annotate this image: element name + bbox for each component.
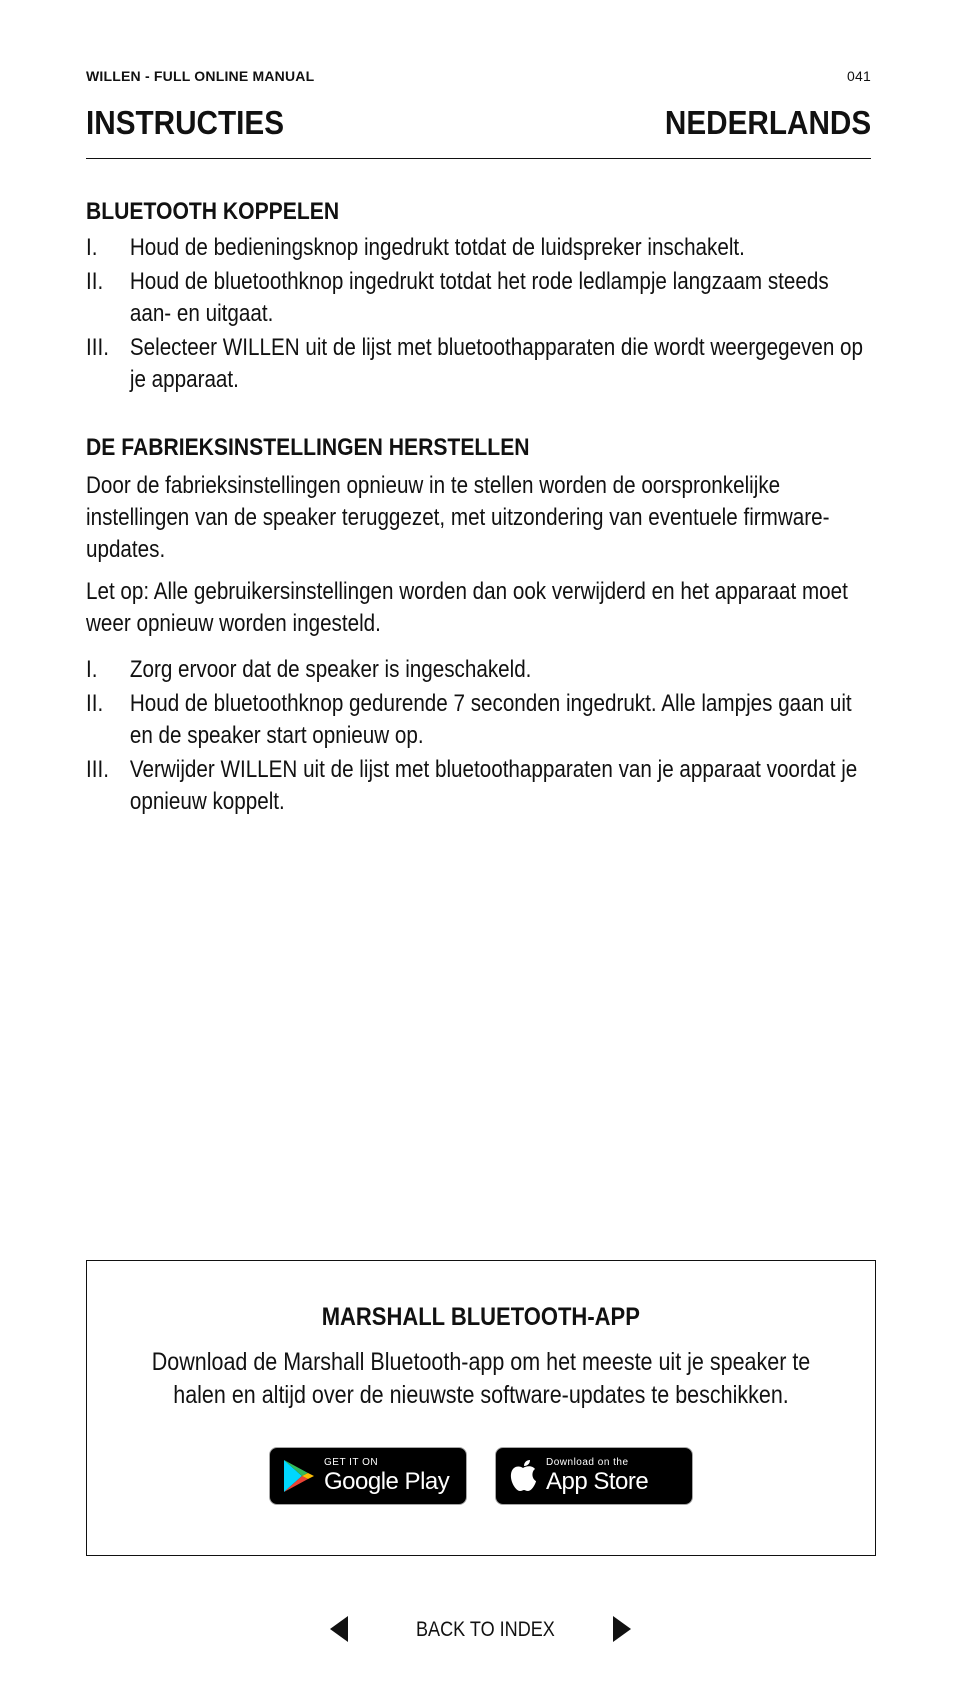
store-badges bbox=[87, 1447, 875, 1505]
bluetooth-steps-wrap bbox=[86, 232, 874, 396]
section-title: INSTRUCTIES bbox=[86, 104, 285, 141]
app-store-button[interactable] bbox=[495, 1447, 693, 1505]
reset-paragraph-2: Let op: Alle gebruikersinstellingen worden dan ook verwijderd en het apparaat moet weer opnieuw worden ingesteld. bbox=[86, 578, 848, 637]
list-item: II. Houd de bluetoothknop gedurende 7 seconden ingedrukt. Alle lampjes gaan uit en de speaker start opnieuw op. bbox=[86, 690, 852, 749]
reset-steps bbox=[86, 654, 874, 818]
language-title: NEDERLANDS bbox=[664, 104, 871, 141]
title-row bbox=[86, 106, 871, 159]
list-item: I. Houd de bedieningsknop ingedrukt totdat de luidspreker inschakelt. bbox=[86, 234, 745, 261]
app-box-body: Download de Marshall Bluetooth-app om het meeste uit je speaker te halen en altijd over de nieuwste software-updates te beschikken. bbox=[151, 1348, 811, 1409]
list-item: III. Selecteer WILLEN uit de lijst met bluetoothapparaten die wordt weergegeven op je apparaat. bbox=[86, 334, 864, 393]
app-promo-box bbox=[86, 1260, 876, 1556]
running-header bbox=[86, 68, 871, 84]
reset-heading: DE FABRIEKSINSTELLINGEN HERSTELLEN bbox=[86, 434, 530, 461]
list-item: I. Zorg ervoor dat de speaker is ingeschakeld. bbox=[86, 656, 532, 683]
bluetooth-heading: BLUETOOTH KOPPELEN bbox=[86, 198, 340, 225]
google-play-button[interactable] bbox=[269, 1447, 467, 1505]
list-item: II. Houd de bluetoothknop ingedrukt totdat het rode ledlampje langzaam steeds aan- en uitgaat. bbox=[86, 268, 829, 327]
page-number: 041 bbox=[847, 68, 871, 84]
reset-paragraph-1: Door de fabrieksinstellingen opnieuw in te stellen worden de oorspronkelijke instellingen van de speaker teruggezet, met uitzondering van eventuele firmware-updates. bbox=[86, 472, 830, 563]
manual-title: WILLEN - FULL ONLINE MANUAL bbox=[86, 68, 315, 84]
app-box-title: MARSHALL BLUETOOTH-APP bbox=[321, 1303, 641, 1331]
apple-icon bbox=[508, 1459, 538, 1493]
google-play-icon bbox=[282, 1458, 316, 1494]
google-play-small-label: GET IT ON bbox=[324, 1457, 379, 1468]
main-content bbox=[86, 196, 876, 820]
app-store-small-label: Download on the bbox=[546, 1457, 629, 1468]
app-store-big-label: App Store bbox=[546, 1468, 649, 1495]
google-play-big-label: Google Play bbox=[324, 1468, 450, 1495]
triangle-left-icon[interactable] bbox=[330, 1616, 348, 1642]
back-to-index-link[interactable]: BACK TO INDEX bbox=[416, 1618, 555, 1641]
triangle-right-icon[interactable] bbox=[613, 1616, 631, 1642]
reset-body bbox=[86, 470, 874, 818]
page-navigation bbox=[0, 1610, 954, 1650]
bluetooth-steps bbox=[86, 232, 874, 396]
list-item: III. Verwijder WILLEN uit de lijst met bluetoothapparaten van je apparaat voordat je opnieuw koppelt. bbox=[86, 756, 858, 815]
